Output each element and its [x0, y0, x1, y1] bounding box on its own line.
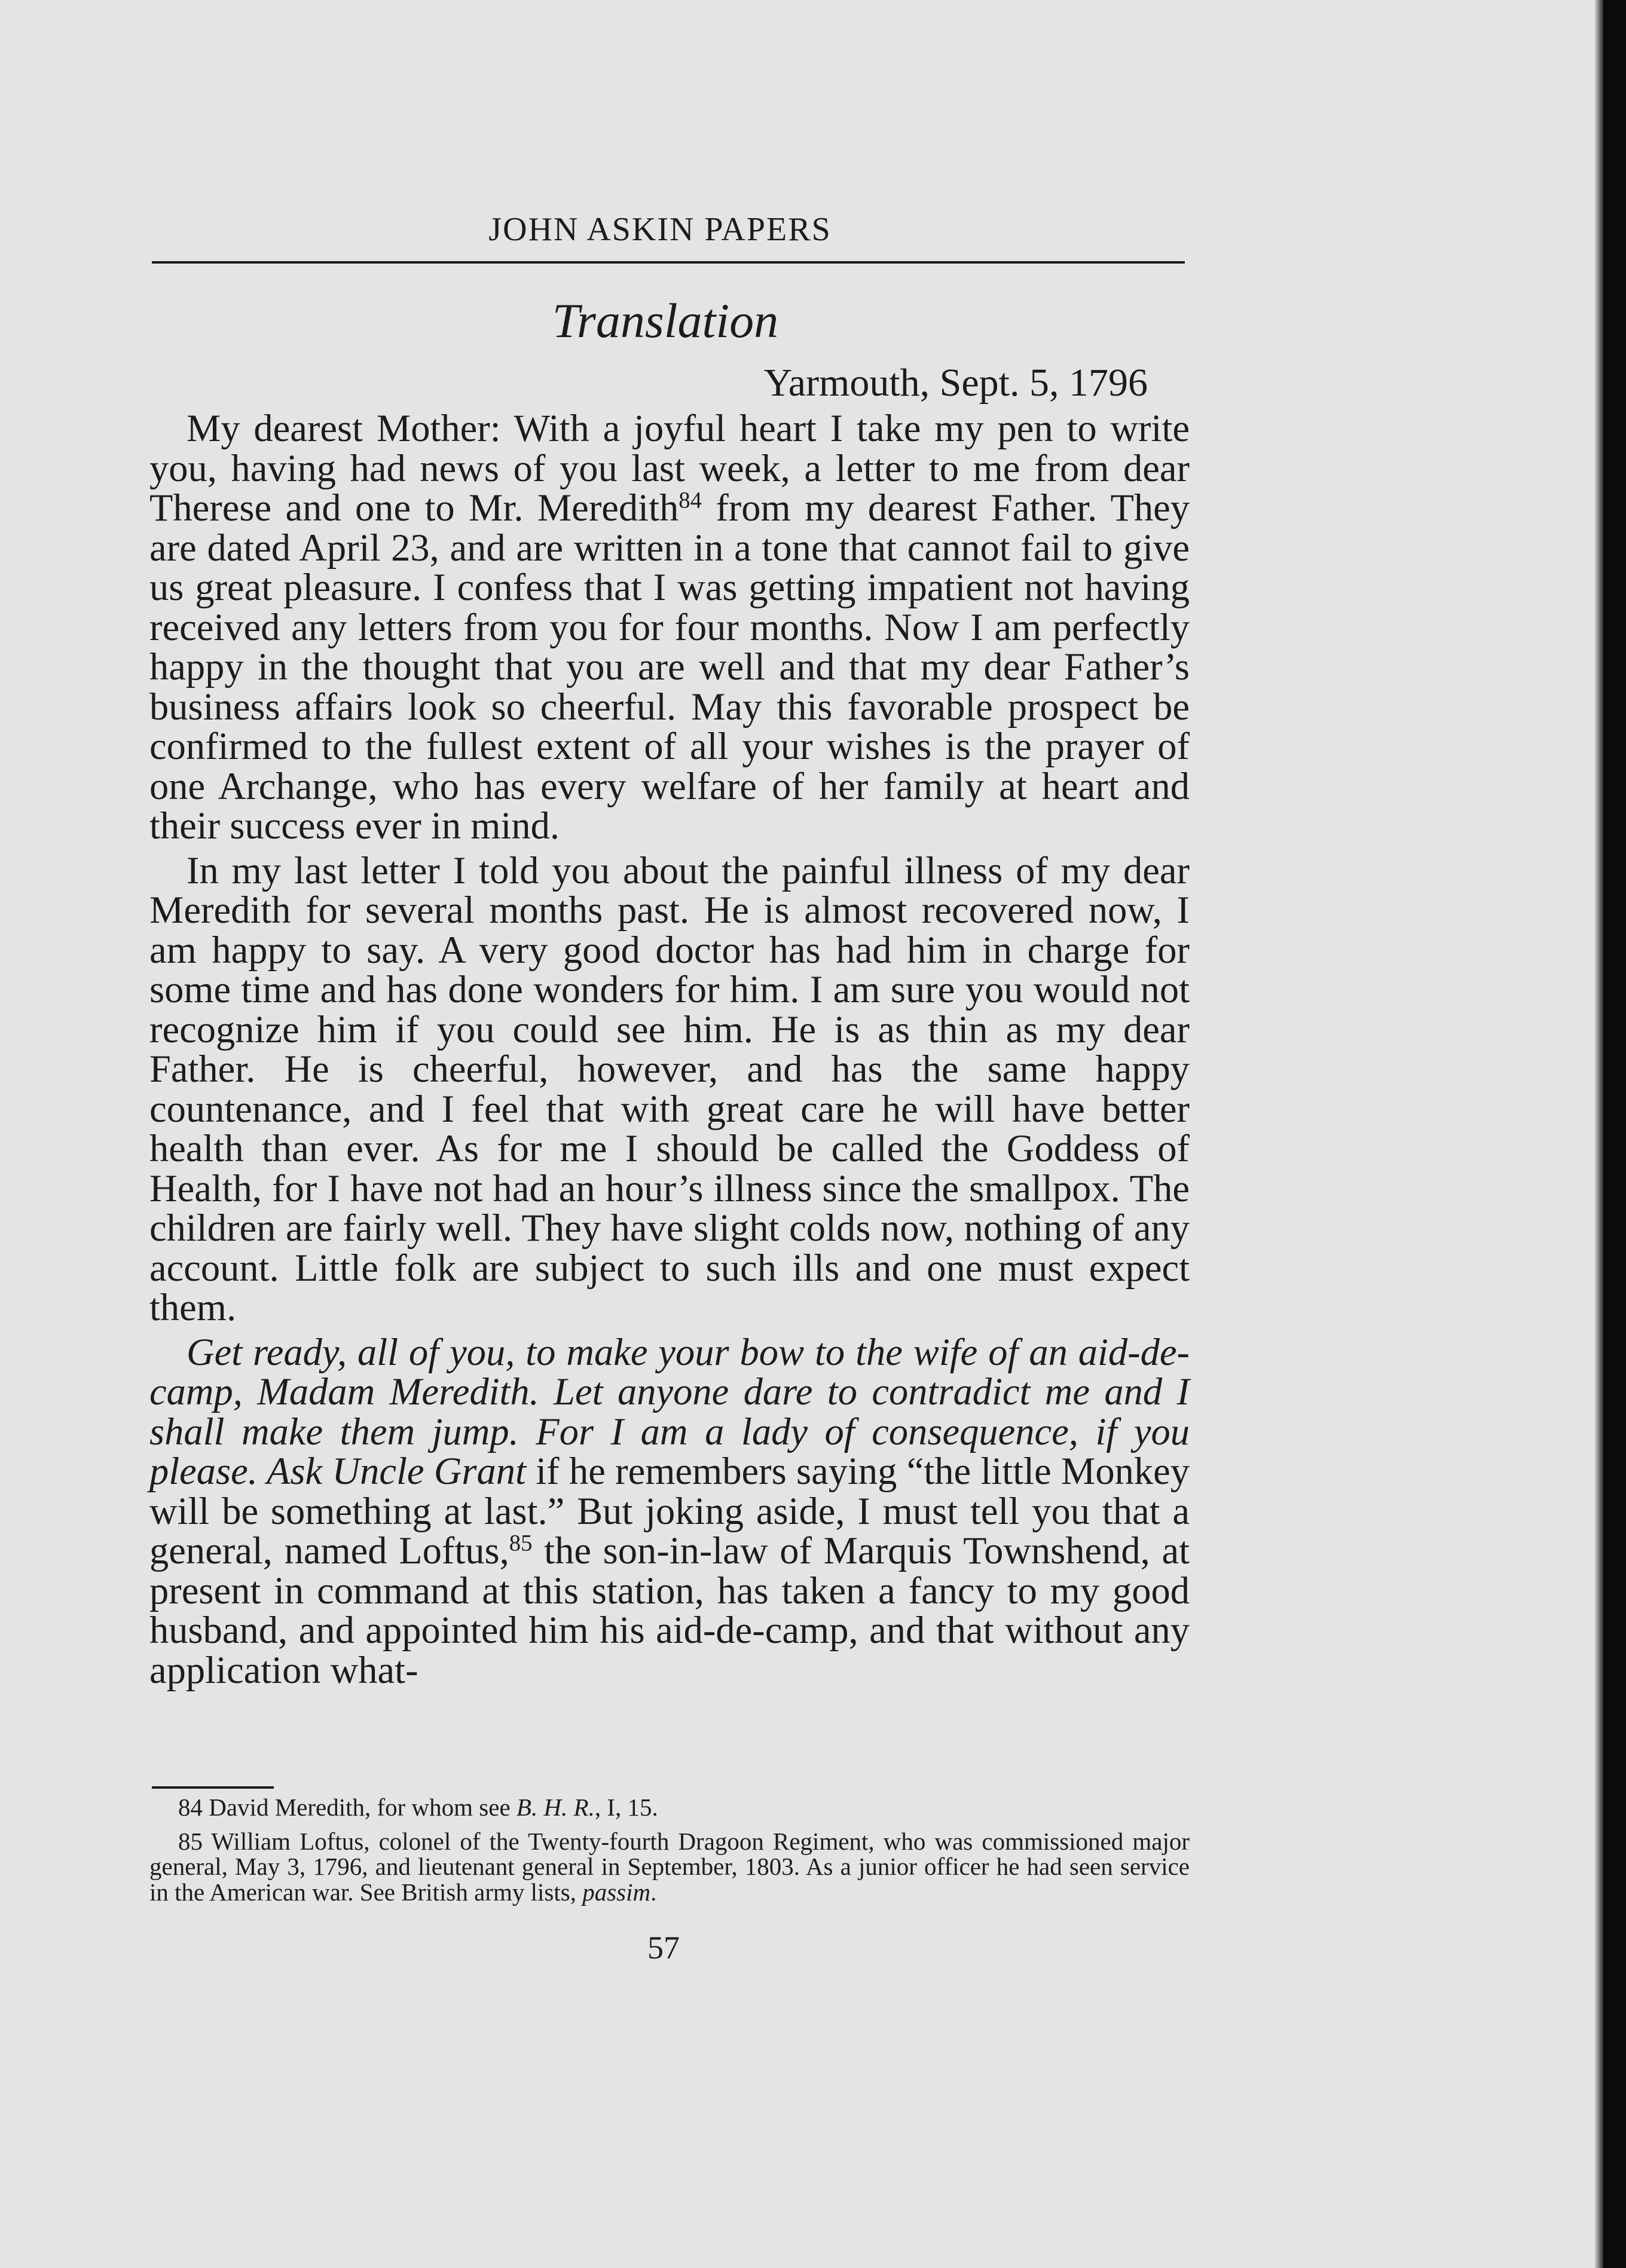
footnotes	[149, 1795, 1190, 1905]
letter-body	[149, 409, 1190, 1690]
paragraph-2: In my last letter I told you about the painful illness of my dear Meredith for several months past. He is almost recovered now, I am happy to say. A very good doctor has had him in charge for some time and has done wonders for him. I am sure you would not recognize him if you could see him. He is as thin as my dear Father. He is cheerful, however, and has the same happy countenance, and I feel that with great care he will have better health than ever. As for me I should be called the Goddess of Health, for I have not had an hour’s illness since the smallpox. The children are fairly well. They have slight colds now, nothing of any account. Little folk are subject to such ills and one must expect them.	[149, 849, 1190, 1329]
footnote-italic: B. H. R.	[516, 1793, 595, 1821]
paragraph-3-text-cont: the son-in-law of Marquis Townshend, at present in command at this station, has taken a fancy to my good husband, and appointed him his aid-de-camp, and that without any application what-	[149, 1529, 1190, 1691]
section-title: Translation	[552, 293, 779, 348]
dateline: Yarmouth, Sept. 5, 1796	[763, 361, 1148, 405]
page-number: 57	[647, 1930, 680, 1966]
footnote-number: 85	[178, 1827, 203, 1855]
footnote-85	[149, 1829, 1190, 1905]
paragraph-3-text: if he remembers saying “the little Monkey will be something at last.” But joking aside, I must tell you that a general, named Loftus,	[149, 1450, 1190, 1572]
footnote-rule	[152, 1786, 274, 1789]
footnote-text-end: , I, 15.	[594, 1793, 658, 1821]
paragraph-1	[149, 409, 1190, 846]
footnote-italic: passim	[582, 1878, 651, 1906]
paragraph-3-italic: Get ready, all of you, to make your bow to the wife of an aid-de-camp, Madam Meredith. Let anyone dare to contradict me and I shall make them jump. For I am a lady of consequence, if you please. Ask Uncle Grant	[149, 1330, 1190, 1492]
footnote-text: David Meredith, for whom see	[203, 1793, 516, 1821]
footnote-ref-84: 84	[678, 488, 702, 513]
footnote-text-end: .	[650, 1878, 657, 1906]
page-edge	[1595, 0, 1603, 2268]
footnote-number: 84	[178, 1793, 203, 1821]
header-rule	[152, 261, 1185, 264]
footnote-text: William Loftus, colonel of the Twenty-fourth Dragoon Regiment, who was commissioned major general, May 3, 1796, and lieutenant general in September, 1803. As a junior officer he had seen service in the American war. See British army lists,	[149, 1827, 1190, 1906]
paragraph-1-text: My dearest Mother: With a joyful heart I take my pen to write you, having had news of you last week, a letter to me from dear Therese and one to Mr. Meredith	[149, 407, 1190, 529]
footnote-ref-85: 85	[509, 1531, 533, 1556]
running-head: JOHN ASKIN PAPERS	[488, 211, 832, 248]
paragraph-1-text-cont: from my dearest Father. They are dated April 23, and are written in a tone that cannot fail to give us great pleasure. I confess that I was getting impatient not having received any letters from you for four months. Now I am perfectly happy in the thought that you are well and that my dear Father’s business affairs look so cheerful. May this favorable prospect be confirmed to the fullest extent of all your wishes is the prayer of one Archange, who has every welfare of her family at heart and their success ever in mind.	[149, 486, 1190, 847]
paragraph-3	[149, 1330, 1190, 1691]
footnote-84	[149, 1795, 1190, 1820]
